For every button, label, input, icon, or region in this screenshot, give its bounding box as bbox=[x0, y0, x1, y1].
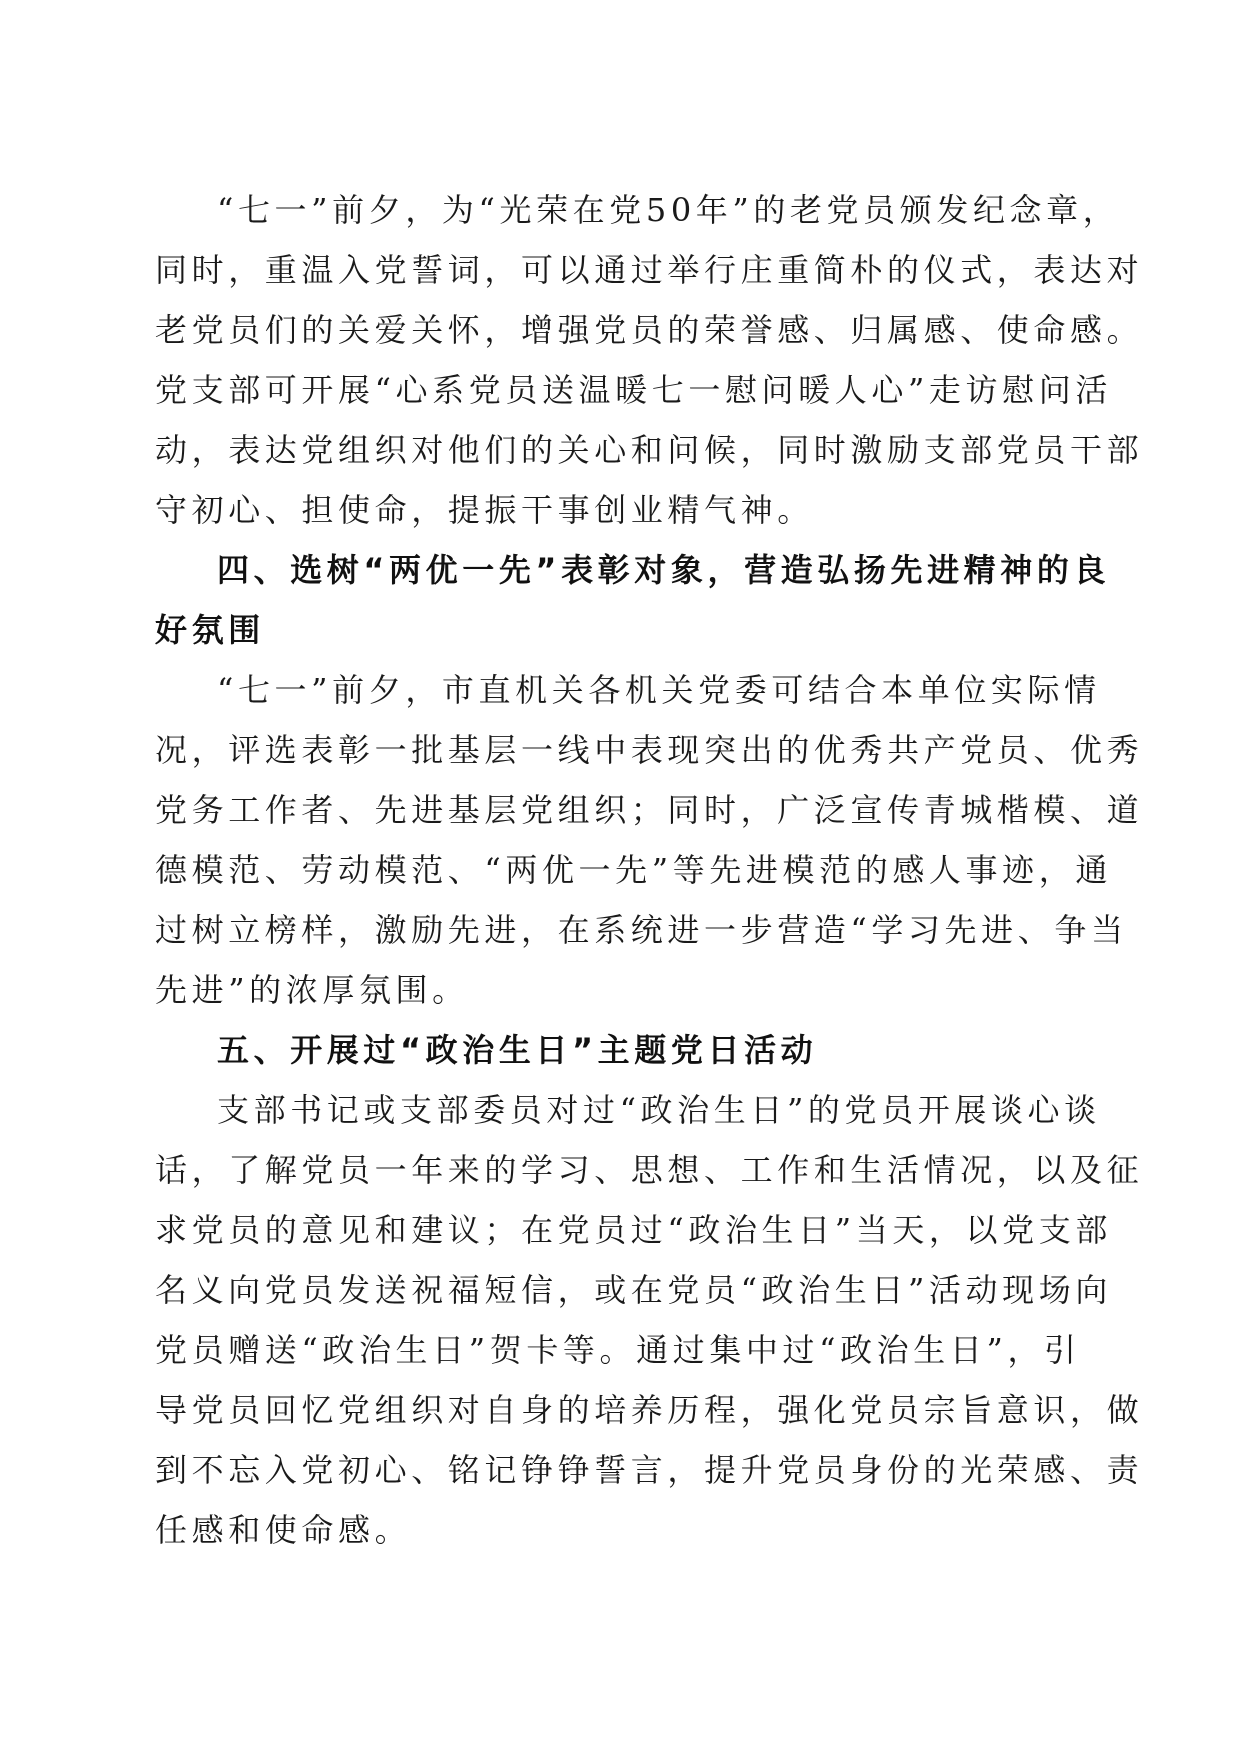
paragraph-3-line-8: 任感和使命感。 bbox=[155, 1511, 412, 1549]
paragraph-3-line-3: 求党员的意见和建议；在党员过“政治生日”当天，以党支部 bbox=[155, 1211, 1112, 1249]
paragraph-3-line-5: 党员赠送“政治生日”贺卡等。通过集中过“政治生日”，引 bbox=[155, 1331, 1081, 1369]
paragraph-3-line-7: 到不忘入党初心、铭记铮铮誓言，提升党员身份的光荣感、责 bbox=[155, 1451, 1144, 1489]
section-heading-4-line-2: 好氛围 bbox=[155, 611, 265, 649]
paragraph-1-line-6: 守初心、担使命，提振干事创业精气神。 bbox=[155, 491, 814, 529]
paragraph-3-line-6: 导党员回忆党组织对自身的培养历程，强化党员宗旨意识，做 bbox=[155, 1391, 1144, 1429]
paragraph-1-line-4: 党支部可开展“心系党员送温暖七一慰问暖人心”走访慰问活 bbox=[155, 371, 1112, 409]
paragraph-2-line-5: 过树立榜样，激励先进，在系统进一步营造“学习先进、争当 bbox=[155, 911, 1128, 949]
paragraph-2-line-6: 先进”的浓厚氛围。 bbox=[155, 971, 469, 1009]
paragraph-1-line-2: 同时，重温入党誓词，可以通过举行庄重简朴的仪式，表达对 bbox=[155, 251, 1144, 289]
paragraph-3-line-2: 话，了解党员一年来的学习、思想、工作和生活情况，以及征 bbox=[155, 1151, 1144, 1189]
paragraph-2-line-2: 况，评选表彰一批基层一线中表现突出的优秀共产党员、优秀 bbox=[155, 731, 1144, 769]
section-heading-4-line-1: 四、选树“两优一先”表彰对象，营造弘扬先进精神的良 bbox=[217, 551, 1111, 589]
paragraph-1-line-3: 老党员们的关爱关怀，增强党员的荣誉感、归属感、使命感。 bbox=[155, 311, 1144, 349]
paragraph-1-line-1: “七一”前夕，为“光荣在党50年”的老党员颁发纪念章， bbox=[217, 191, 1120, 229]
paragraph-2-line-1: “七一”前夕，市直机关各机关党委可结合本单位实际情 bbox=[217, 671, 1101, 709]
section-heading-5: 五、开展过“政治生日”主题党日活动 bbox=[217, 1031, 818, 1069]
paragraph-2-line-3: 党务工作者、先进基层党组织；同时，广泛宣传青城楷模、道 bbox=[155, 791, 1144, 829]
paragraph-3-line-1: 支部书记或支部委员对过“政治生日”的党员开展谈心谈 bbox=[217, 1091, 1101, 1129]
paragraph-3-line-4: 名义向党员发送祝福短信，或在党员“政治生日”活动现场向 bbox=[155, 1271, 1112, 1309]
paragraph-2-line-4: 德模范、劳动模范、“两优一先”等先进模范的感人事迹，通 bbox=[155, 851, 1112, 889]
paragraph-1-line-5: 动，表达党组织对他们的关心和问候，同时激励支部党员干部 bbox=[155, 431, 1144, 469]
